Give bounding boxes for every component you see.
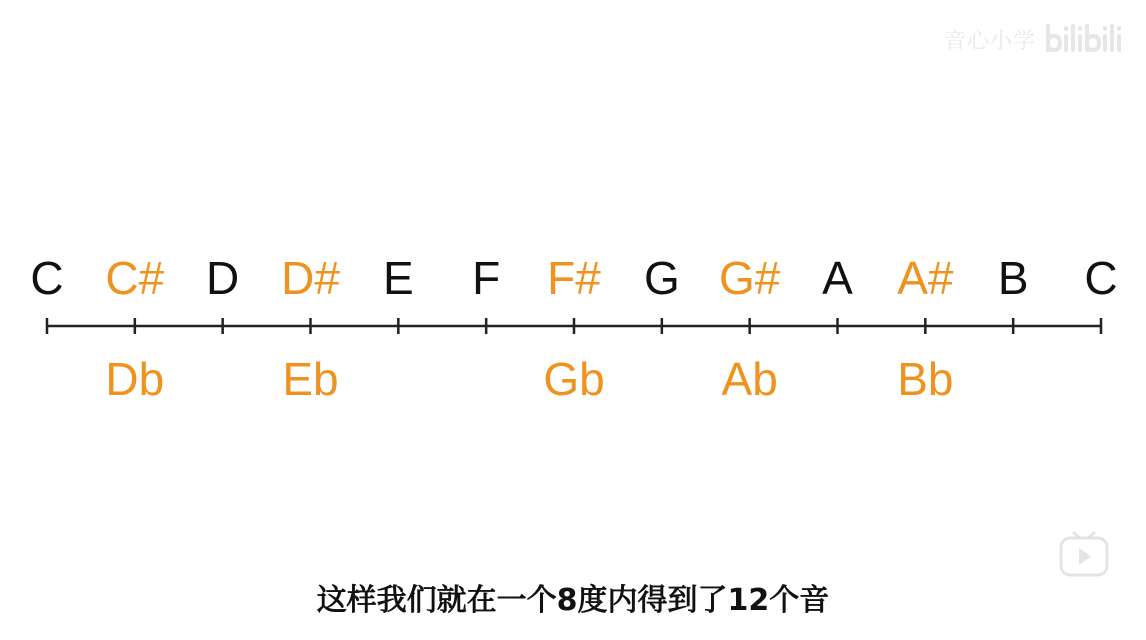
note-label: E: [382, 252, 414, 304]
subtitle-caption: 这样我们就在一个8度内得到了12个音: [316, 583, 830, 618]
note-label: C#: [105, 252, 165, 304]
note-label: D#: [281, 252, 340, 304]
watermark-username: 音心小学: [943, 28, 1036, 54]
flat-note-label: Db: [105, 353, 165, 405]
note-label: B: [997, 252, 1029, 304]
note-label: D: [206, 252, 240, 304]
note-label: G: [643, 252, 680, 304]
play-icon[interactable]: [1058, 530, 1110, 578]
note-label: C: [30, 252, 64, 304]
flat-note-label: Ab: [721, 353, 778, 405]
flat-note-label: Eb: [282, 353, 339, 405]
note-label: A#: [897, 252, 954, 304]
note-label: G#: [718, 252, 781, 304]
flat-note-label: Gb: [543, 353, 605, 405]
note-label: A: [822, 252, 853, 304]
flat-note-label: Bb: [897, 353, 954, 405]
note-label: C: [1084, 252, 1118, 304]
note-label: F: [472, 252, 501, 304]
note-label: F#: [547, 252, 601, 304]
